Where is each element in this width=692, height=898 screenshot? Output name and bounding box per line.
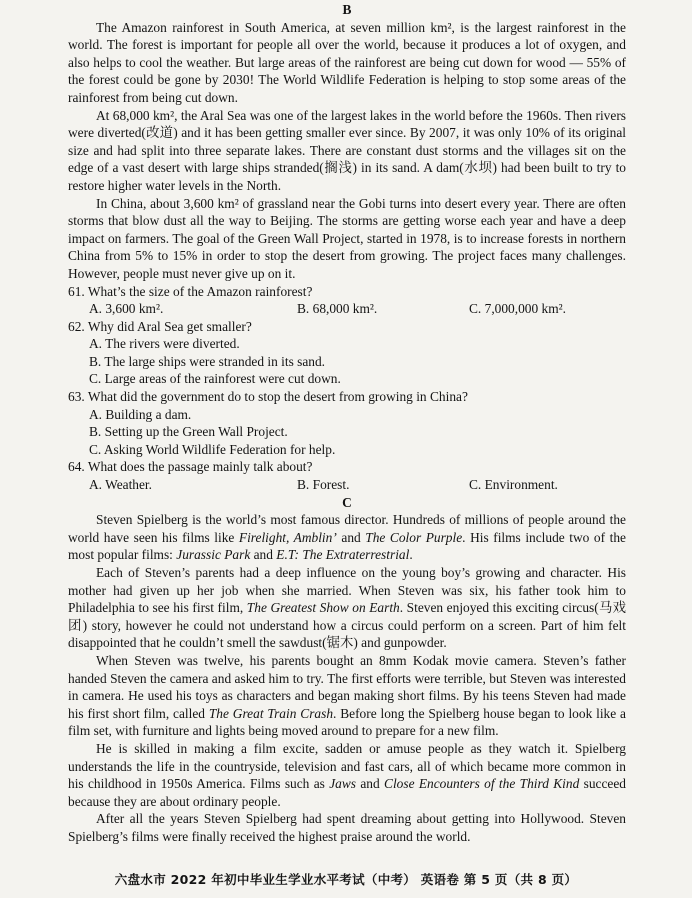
option-b: B. Forest. — [297, 477, 350, 493]
film-title: Firelight, Amblin’ — [238, 529, 337, 545]
page-footer: 六盘水市 2022 年初中毕业生学业水平考试（中考） 英语卷 第 5 页（共 8 页） — [114, 872, 578, 887]
option-c: C. Asking World Wildlife Federation for help. — [89, 441, 336, 457]
passage-c-paragraph-5: After all the years Steven Spielberg had spent dreaming about getting into Hollywood. Steven Spielberg’s films were finally received the highest praise around the world. — [68, 811, 626, 844]
options-row — [68, 476, 626, 494]
question-62 — [68, 318, 626, 388]
option-c: C. Environment. — [469, 477, 558, 493]
question-stem: 62. Why did Aral Sea get smaller? — [68, 318, 252, 334]
text: Each of Steven’s parents had a deep influence on the young boy’s growing and character. His mother had given up her job when she married. When Steven was six, his father took him to Philadelphia to see his first film, — [68, 565, 626, 616]
option-a: A. 3,600 km². — [89, 301, 164, 317]
text: . Steven enjoyed this exciting circus(马戏团) story, however he could not understand how a circus could perform on a screen. Part of him felt disappointed that he couldn’t smell the sawdust(锯木) and gunpowder. — [68, 600, 626, 651]
film-title: Close Encounters of the Third Kind — [384, 776, 580, 792]
film-title: Jurassic Park — [176, 547, 251, 563]
text: Steven Spielberg is the world’s most famous director. Hundreds of millions of people around the world have seen his films like — [68, 512, 626, 545]
text: and — [356, 776, 385, 792]
text: and — [250, 547, 277, 563]
film-title: The Great Train Crash — [208, 705, 334, 721]
option-a: A. Weather. — [89, 477, 153, 493]
film-title: Jaws — [329, 776, 356, 792]
passage-c-paragraph-3 — [68, 652, 626, 740]
text: succeed because they are about ordinary people. — [68, 776, 626, 809]
passage-b-paragraph-1: The Amazon rainforest in South America, at seven million km², is the largest rainforest in the world. The forest is important for people all over the world, because it produces a lot of oxygen, and also helps to cool the weather. But large areas of the rainforest are being cut down for wood — 55% of the forest could be gone by 2030! The World Wildlife Federation is helping to stop some areas of the rainforest from being cut down. — [68, 19, 626, 105]
option-b: B. 68,000 km². — [297, 301, 378, 317]
exam-page — [68, 0, 626, 846]
option-b: B. The large ships were stranded in its sand. — [89, 353, 326, 369]
question-61 — [68, 283, 626, 318]
question-63 — [68, 388, 626, 458]
option-a: A. Building a dam. — [89, 406, 192, 422]
text: When Steven was twelve, his parents bought an 8mm Kodak movie camera. Steven’s father handed Steven the camera and asked him to try. The first efforts were terrible, but Steven was interested in camera. He used his toys as characters and began making short films. By his teens Steven had made his first short film, called — [68, 652, 626, 721]
passage-c-paragraph-1 — [68, 511, 626, 564]
film-title: The Color Purple — [365, 529, 463, 545]
text: He is skilled in making a film excite, sadden or amuse people as they watch it. Spielberg understands the life in the countryside, television and fast cars, all of which became more common in his childhood in 1950s America. Films such as — [68, 740, 626, 792]
film-title: E.T: The Extraterrestrial — [276, 547, 410, 563]
question-64 — [68, 458, 626, 493]
text: . Before long the Spielberg house began to look like a film set, with furniture and lights being moved around to prepare for a new film. — [68, 705, 626, 739]
passage-b-paragraph-3: In China, about 3,600 km² of grassland near the Gobi turns into desert every year. There are often storms that blow dust all the way to Beijing. The storms are getting worse each year and have a deep impact on farmers. The goal of the Green Wall Project, started in 1978, is to increase forests in northern China from 5% to 15% in order to stop the desert from growing. The project faces many challenges. However, people must never give up on it. — [68, 195, 626, 281]
option-c: C. 7,000,000 km². — [469, 301, 567, 317]
passage-c-paragraph-4 — [68, 740, 626, 810]
option-c: C. Large areas of the rainforest were cut down. — [89, 371, 341, 387]
text: . His films include two of the most popular films: — [68, 529, 627, 563]
question-stem: 61. What’s the size of the Amazon rainforest? — [68, 283, 313, 299]
passage-b-paragraph-2: At 68,000 km², the Aral Sea was one of the largest lakes in the world before the 1960s. Then rivers were diverted(改道) and it has been getting smaller ever since. By 2007, it was only 10% of its original size and had split into three separate lakes. There are constant dust storms and the villages sit on the edge of a vast desert with large ships stranded(搁浅) in its sand. A dam(水坝) had been built to try to restore higher water levels in the North. — [68, 107, 626, 193]
option-a: A. The rivers were diverted. — [89, 336, 240, 352]
question-stem: 64. What does the passage mainly talk about? — [68, 459, 313, 475]
passage-c-paragraph-2 — [68, 564, 626, 652]
options-row — [68, 300, 626, 318]
question-stem: 63. What did the government do to stop the desert from growing in China? — [68, 389, 468, 405]
section-b-title: B — [342, 2, 352, 17]
film-title: The Greatest Show on Earth — [246, 600, 400, 616]
text: . — [409, 547, 413, 563]
option-b: B. Setting up the Green Wall Project. — [89, 424, 288, 440]
text: and — [336, 529, 366, 545]
section-c-title: C — [342, 494, 352, 510]
